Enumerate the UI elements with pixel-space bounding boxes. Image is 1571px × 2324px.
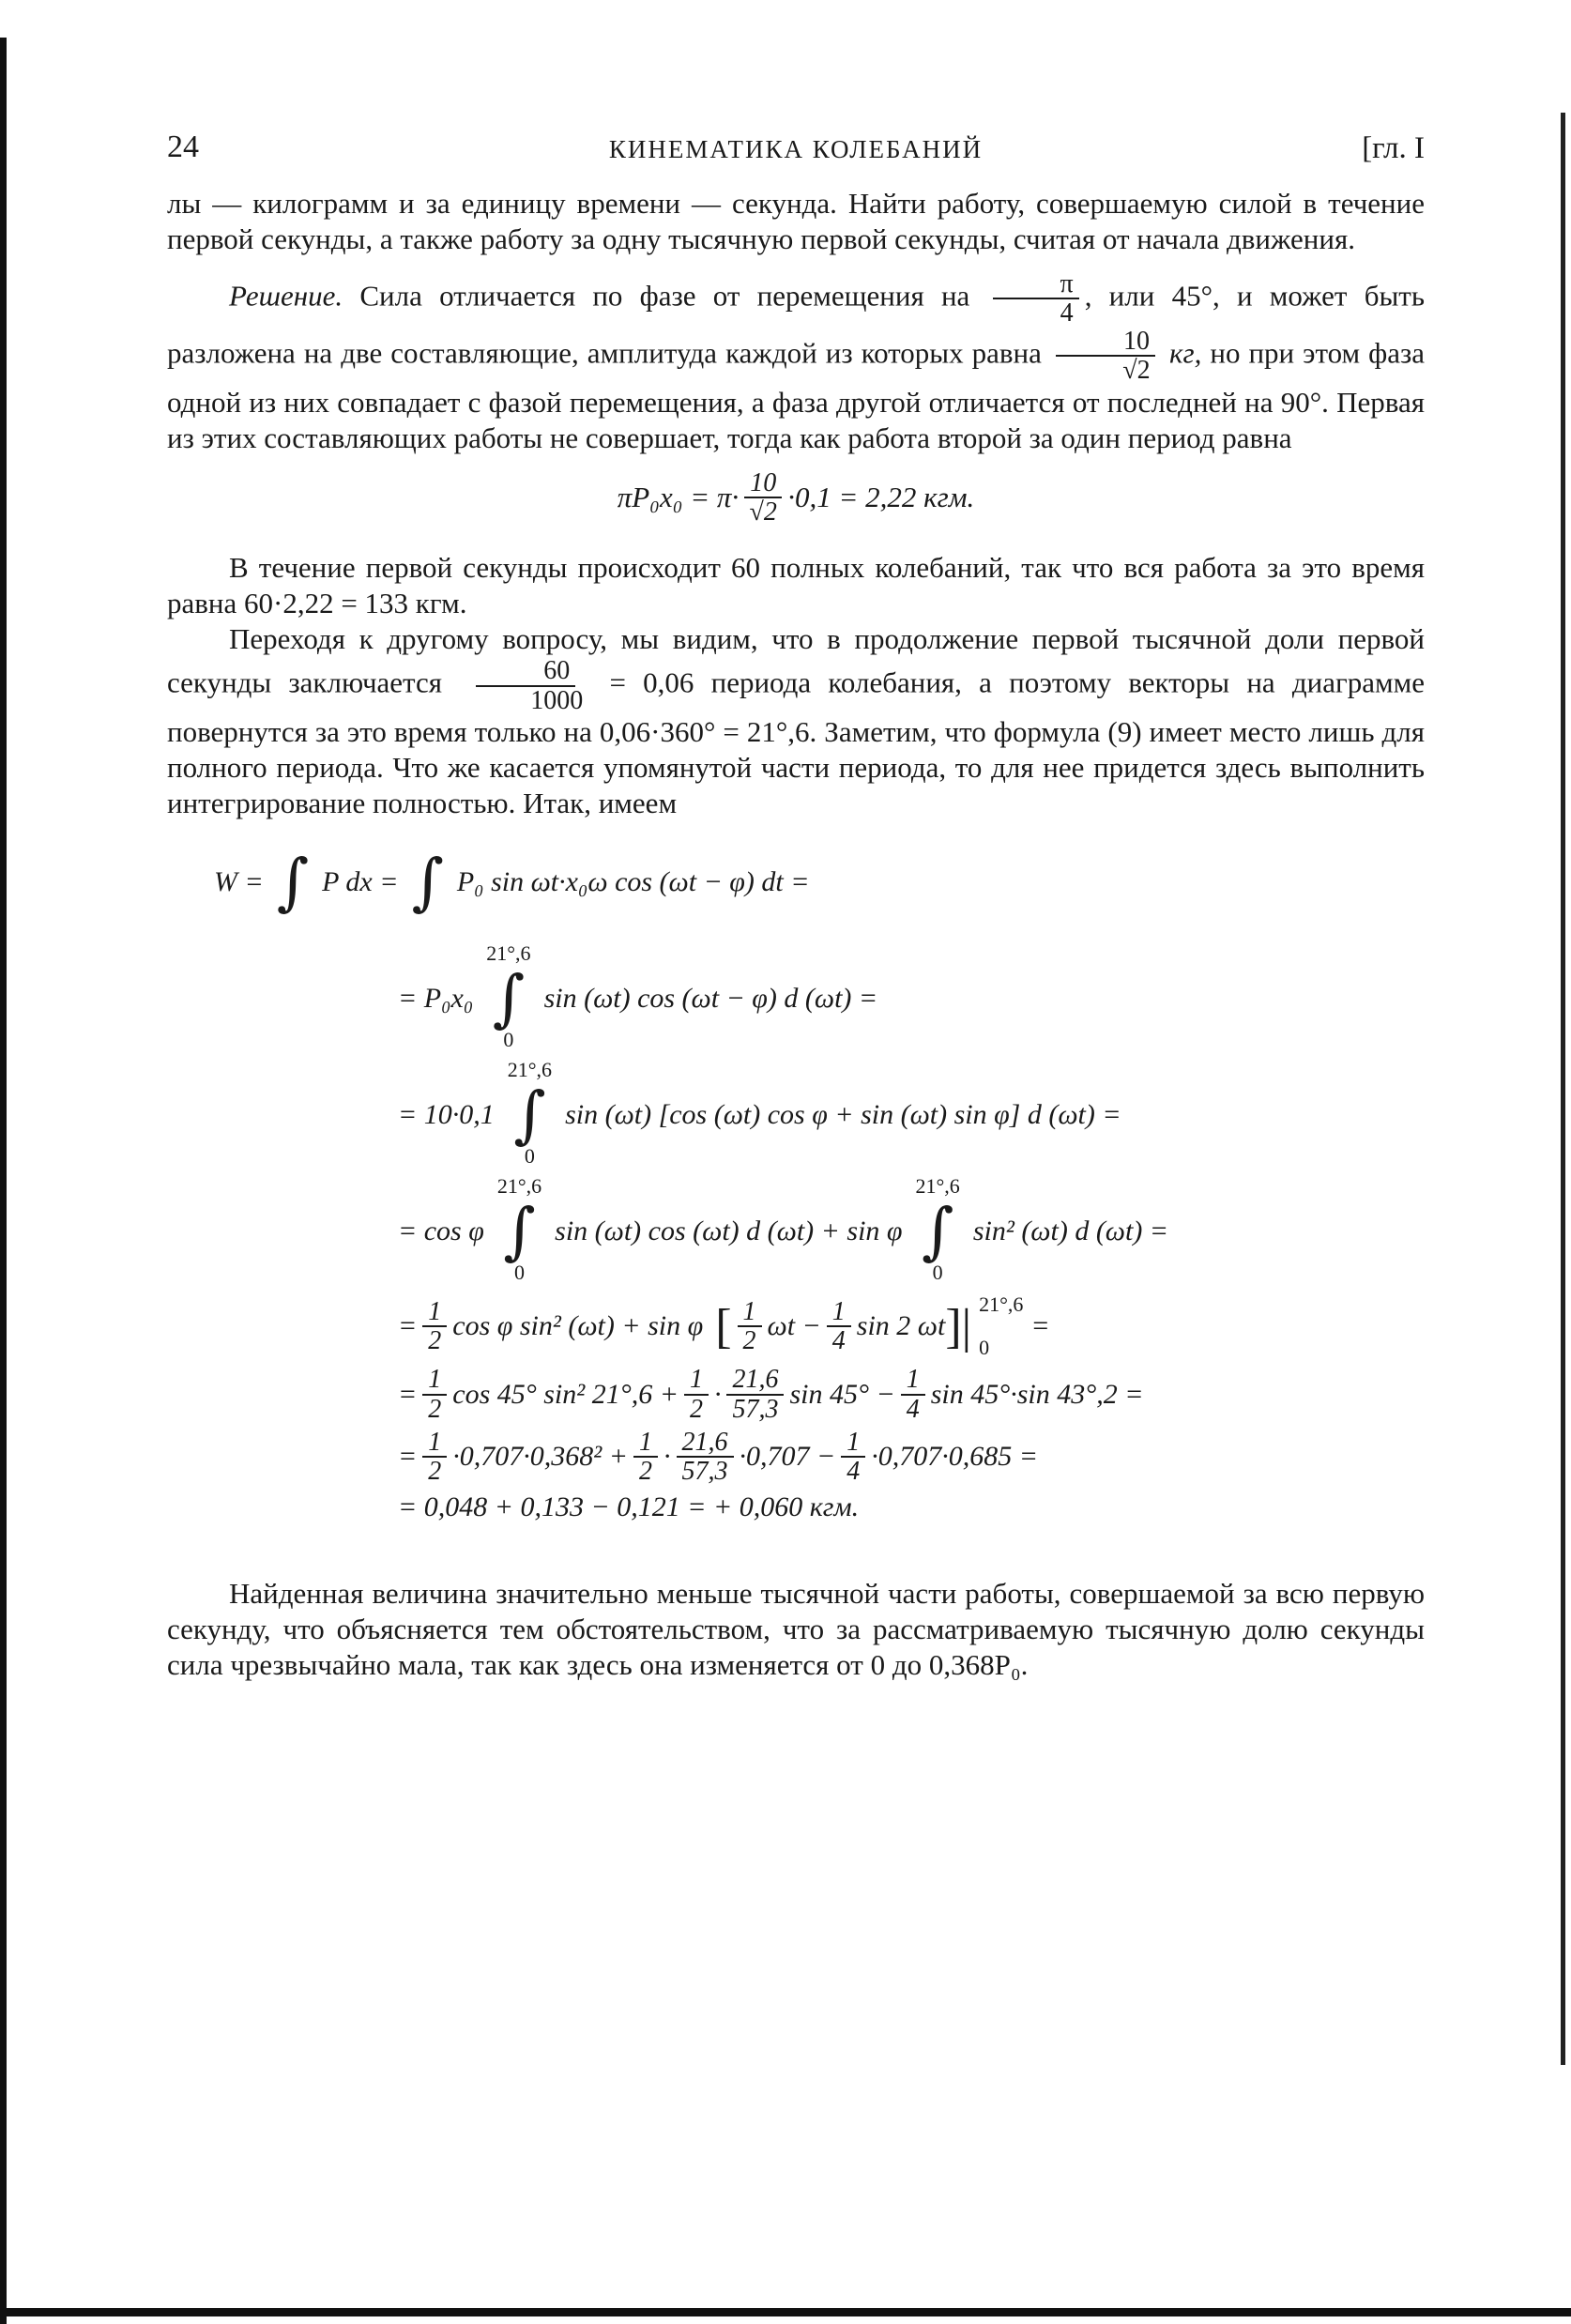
unit-kg: кг,	[1168, 336, 1202, 370]
solution-text-2: , или 45°, и может быть разложена на две составляющие, амплитуда каждой из которых равна	[167, 279, 1425, 370]
derivation-line-7: = $\frac{1}{2}$ ·0,707·0,368² + $\frac{1}{2}$ · $\frac{21,6}{57,3}$ ·0,707 − $\frac{1}{4}$ ·0,707·0,685 =	[398, 1427, 1038, 1487]
book-page	[167, 130, 1425, 1683]
derivation-line-1: W = ∫ P dx = ∫ P₀ sin ωt·x₀ω cos (ωt − φ) dt =	[214, 846, 810, 919]
derivation	[167, 827, 1425, 1523]
fraction-pi-over-4: $\frac{\pi}{4}$	[993, 270, 1079, 328]
fraction-60-over-1000: $\frac{60}{1000}$	[465, 657, 587, 714]
paragraph-thousandth: Переходя к другому вопросу, мы видим, что в продолжение первой тысячной доли первой секунды заключается $\frac{60}{1000}$ = 0,06 периода колебания, а поэтому векторы на диаграмме повернутся за это время только на 0,06·360° = 21°,6. Заметим, что формула (9) имеет место лишь для полного периода. Что же касается упомянутой части периода, то для нее придется здесь выполнить интегрирование полностью. Итак, имеем	[167, 622, 1425, 820]
chapter-marker: [гл. I	[1362, 131, 1425, 165]
paragraph-intro: лы — килограмм и за единицу времени — секунда. Найти работу, совершаемую силой в течение первой секунды, а также работу за одну тысячную первой секунды, считая от начала движения.	[167, 187, 1425, 255]
derivation-line-8: = 0,048 + 0,133 − 0,121 = + 0,060 кгм.	[398, 1491, 860, 1522]
running-title: КИНЕМАТИКА КОЛЕБАНИЙ	[608, 135, 984, 163]
page-left-edge	[0, 38, 7, 2324]
derivation-line-4: = cos φ 21°,6 ∫ 0 sin (ωt) cos (ωt) d (ωt) + sin φ 21°,6 ∫ 0 sin² (ωt) d (ωt) =	[398, 1174, 1169, 1285]
paragraph-conclusion: Найденная величина значительно меньше тысячной части работы, совершаемой за всю первую секунду, что объясняется тем обстоятельством, что за рассматриваемую тысячную долю секунды сила чрезвычайно мала, так как здесь она изменяется от 0 до 0,368P₀.	[167, 1576, 1425, 1681]
derivation-line-2: = P₀x₀ 21°,6 ∫ 0 sin (ωt) cos (ωt − φ) d (ωt) =	[398, 941, 878, 1052]
derivation-line-3: = 10·0,1 21°,6 ∫ 0 sin (ωt) [cos (ωt) cos φ + sin (ωt) sin φ] d (ωt) =	[398, 1058, 1121, 1169]
solution-text-1: Сила отличается по фазе от перемещения на	[359, 279, 970, 313]
page-right-edge	[1561, 113, 1565, 2065]
page-number: 24	[167, 130, 199, 164]
paragraph-solution	[167, 270, 1425, 456]
solution-text-3: но при этом фаза одной из них совпадает с фазой перемещения, а фаза другой отличается от последней на 90°. Первая из этих составляющих работы не совершает, тогда как работа второй за один период равна	[167, 336, 1426, 454]
fraction-10-over-sqrt2: $\frac{10}{√2}$	[1056, 328, 1155, 385]
running-header	[167, 130, 1425, 186]
paragraph-60-oscillations: В течение первой секунды происходит 60 полных колебаний, так что вся работа за это время равна 60·2,22 = 133 кгм.	[167, 551, 1425, 620]
equation-period-work: πP₀x₀ = π· $\frac{10}{√2}$ ·0,1 = 2,22 кгм.	[617, 467, 975, 527]
solution-label: Решение.	[229, 279, 343, 313]
page-bottom-edge	[0, 2308, 1571, 2316]
derivation-line-5: = $\frac{1}{2}$ cos φ sin² (ωt) + sin φ [ $\frac{1}{2}$ ωt − $\frac{1}{4}$ sin 2 ωt ]| 21°,6 0 =	[398, 1292, 1050, 1360]
derivation-line-6: = $\frac{1}{2}$ cos 45° sin² 21°,6 + $\frac{1}{2}$ · $\frac{21,6}{57,3}$ sin 45° − $\frac{1}{4}$ sin 45°·sin 43°,2 =	[398, 1365, 1144, 1424]
